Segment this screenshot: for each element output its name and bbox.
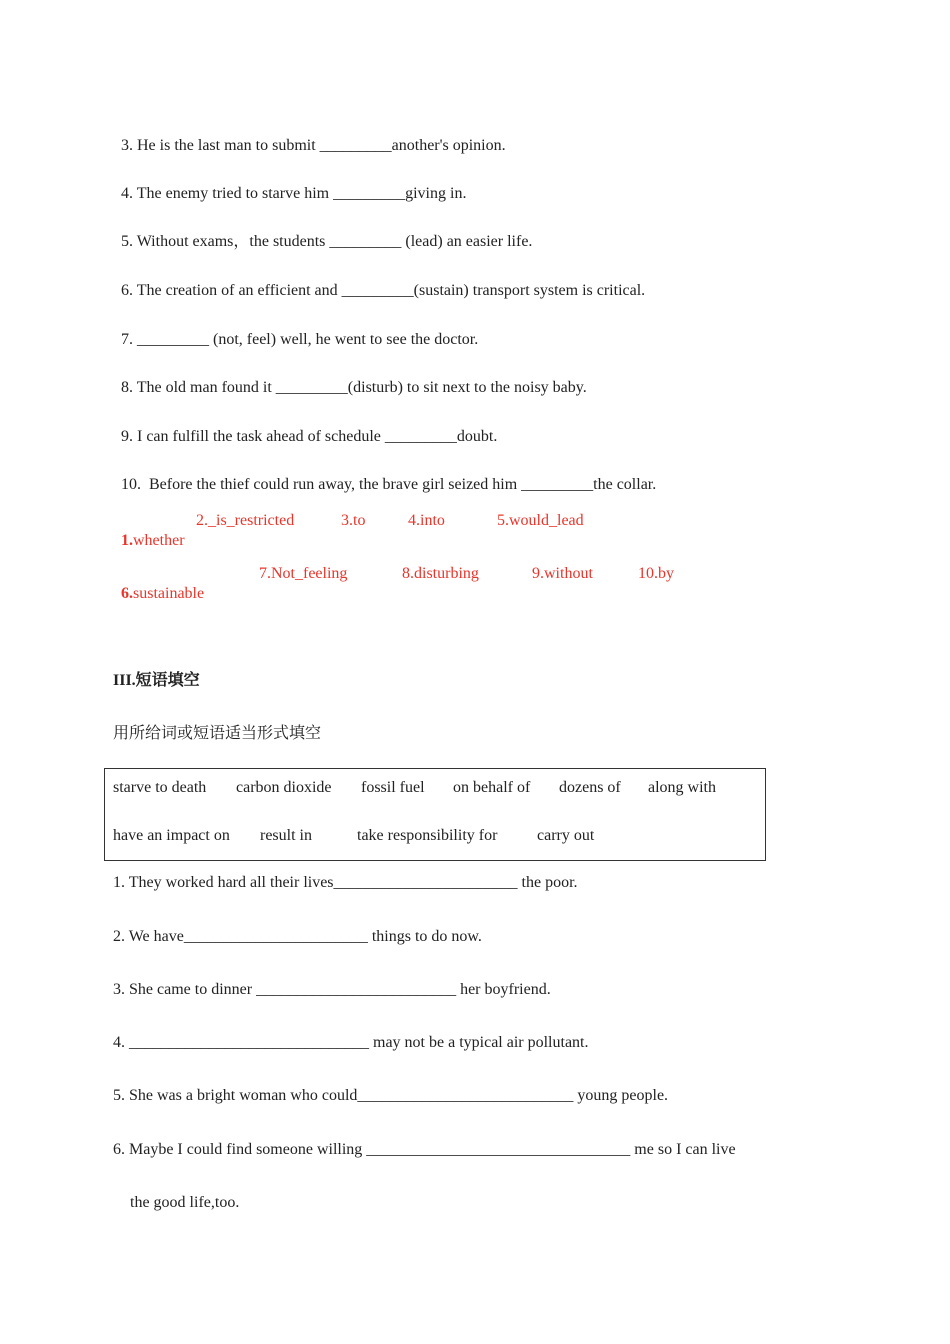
answer-8: 8.disturbing <box>402 565 479 582</box>
phrase-question-6: 6. Maybe I could find someone willing _________________________________ me so I can live <box>113 1141 736 1158</box>
section-instruction: 用所给词或短语适当形式填空 <box>113 725 322 742</box>
answer-3: 3.to <box>341 512 366 529</box>
question-6 <box>113 261 645 301</box>
word-bank-item: along with <box>648 779 716 796</box>
question-7 <box>113 310 478 350</box>
answer-text: sustainable <box>133 585 205 602</box>
answer-9: 9.without <box>532 565 593 582</box>
word-bank-item: starve to death <box>113 779 207 796</box>
question-number: 4. <box>121 185 133 202</box>
question-number: 5. <box>121 233 133 250</box>
word-bank-item: on behalf of <box>453 779 531 796</box>
question-text: _________ (not, feel) well, he went to see the doctor. <box>137 331 479 348</box>
question-text: Before the thief could run away, the brave girl seized him _________the collar. <box>149 476 657 493</box>
question-8 <box>113 358 587 398</box>
question-4 <box>113 164 466 204</box>
question-number: 9. <box>121 428 133 445</box>
phrase-question-5: 5. She was a bright woman who could___________________________ young people. <box>113 1087 669 1104</box>
question-5 <box>113 212 532 252</box>
word-bank-item: dozens of <box>559 779 621 796</box>
word-bank-item: fossil fuel <box>361 779 425 796</box>
answer-4: 4.into <box>408 512 445 529</box>
answer-text: whether <box>133 532 185 549</box>
question-number: 7. <box>121 331 133 348</box>
answer-2: 2._is_restricted <box>196 512 295 529</box>
phrase-question-1: 1. They worked hard all their lives_______________________ the poor. <box>113 874 578 891</box>
question-text: He is the last man to submit _________another's opinion. <box>137 137 506 154</box>
phrase-question-3: 3. She came to dinner _________________________ her boyfriend. <box>113 981 551 998</box>
answer-5: 5.would_lead <box>497 512 584 529</box>
question-text: I can fulfill the task ahead of schedule _________doubt. <box>137 428 498 445</box>
word-bank-item: take responsibility for <box>357 827 498 844</box>
question-9 <box>113 407 497 447</box>
answer-number: 1. <box>121 532 133 549</box>
question-text: The enemy tried to starve him _________giving in. <box>136 185 467 202</box>
question-number: 8. <box>121 379 133 396</box>
phrase-question-2: 2. We have_______________________ things to do now. <box>113 928 482 945</box>
question-number: 6. <box>121 282 133 299</box>
phrase-question-4: 4. ______________________________ may not be a typical air pollutant. <box>113 1034 589 1051</box>
question-text: The creation of an efficient and _________(sustain) transport system is critical. <box>136 282 646 299</box>
answer-7: 7.Not_feeling <box>259 565 348 582</box>
word-bank-item: result in <box>260 827 312 844</box>
question-text: The old man found it _________(disturb) to sit next to the noisy baby. <box>136 379 587 396</box>
question-3 <box>113 116 506 156</box>
answer-10: 10.by <box>638 565 674 582</box>
answer-1 <box>113 511 185 551</box>
question-10 <box>113 455 656 495</box>
question-text: Without exams，the students _________ (lead) an easier life. <box>136 233 533 250</box>
word-bank-item: carbon dioxide <box>236 779 332 796</box>
word-bank-item: carry out <box>537 827 595 844</box>
question-number: 3. <box>121 137 133 154</box>
section-heading: III.短语填空 <box>113 672 200 689</box>
answer-number: 6. <box>121 585 133 602</box>
word-bank-item: have an impact on <box>113 827 230 844</box>
phrase-question-6-continued: the good life,too. <box>130 1194 240 1211</box>
question-number: 10. <box>121 476 141 493</box>
answer-6 <box>113 564 204 604</box>
